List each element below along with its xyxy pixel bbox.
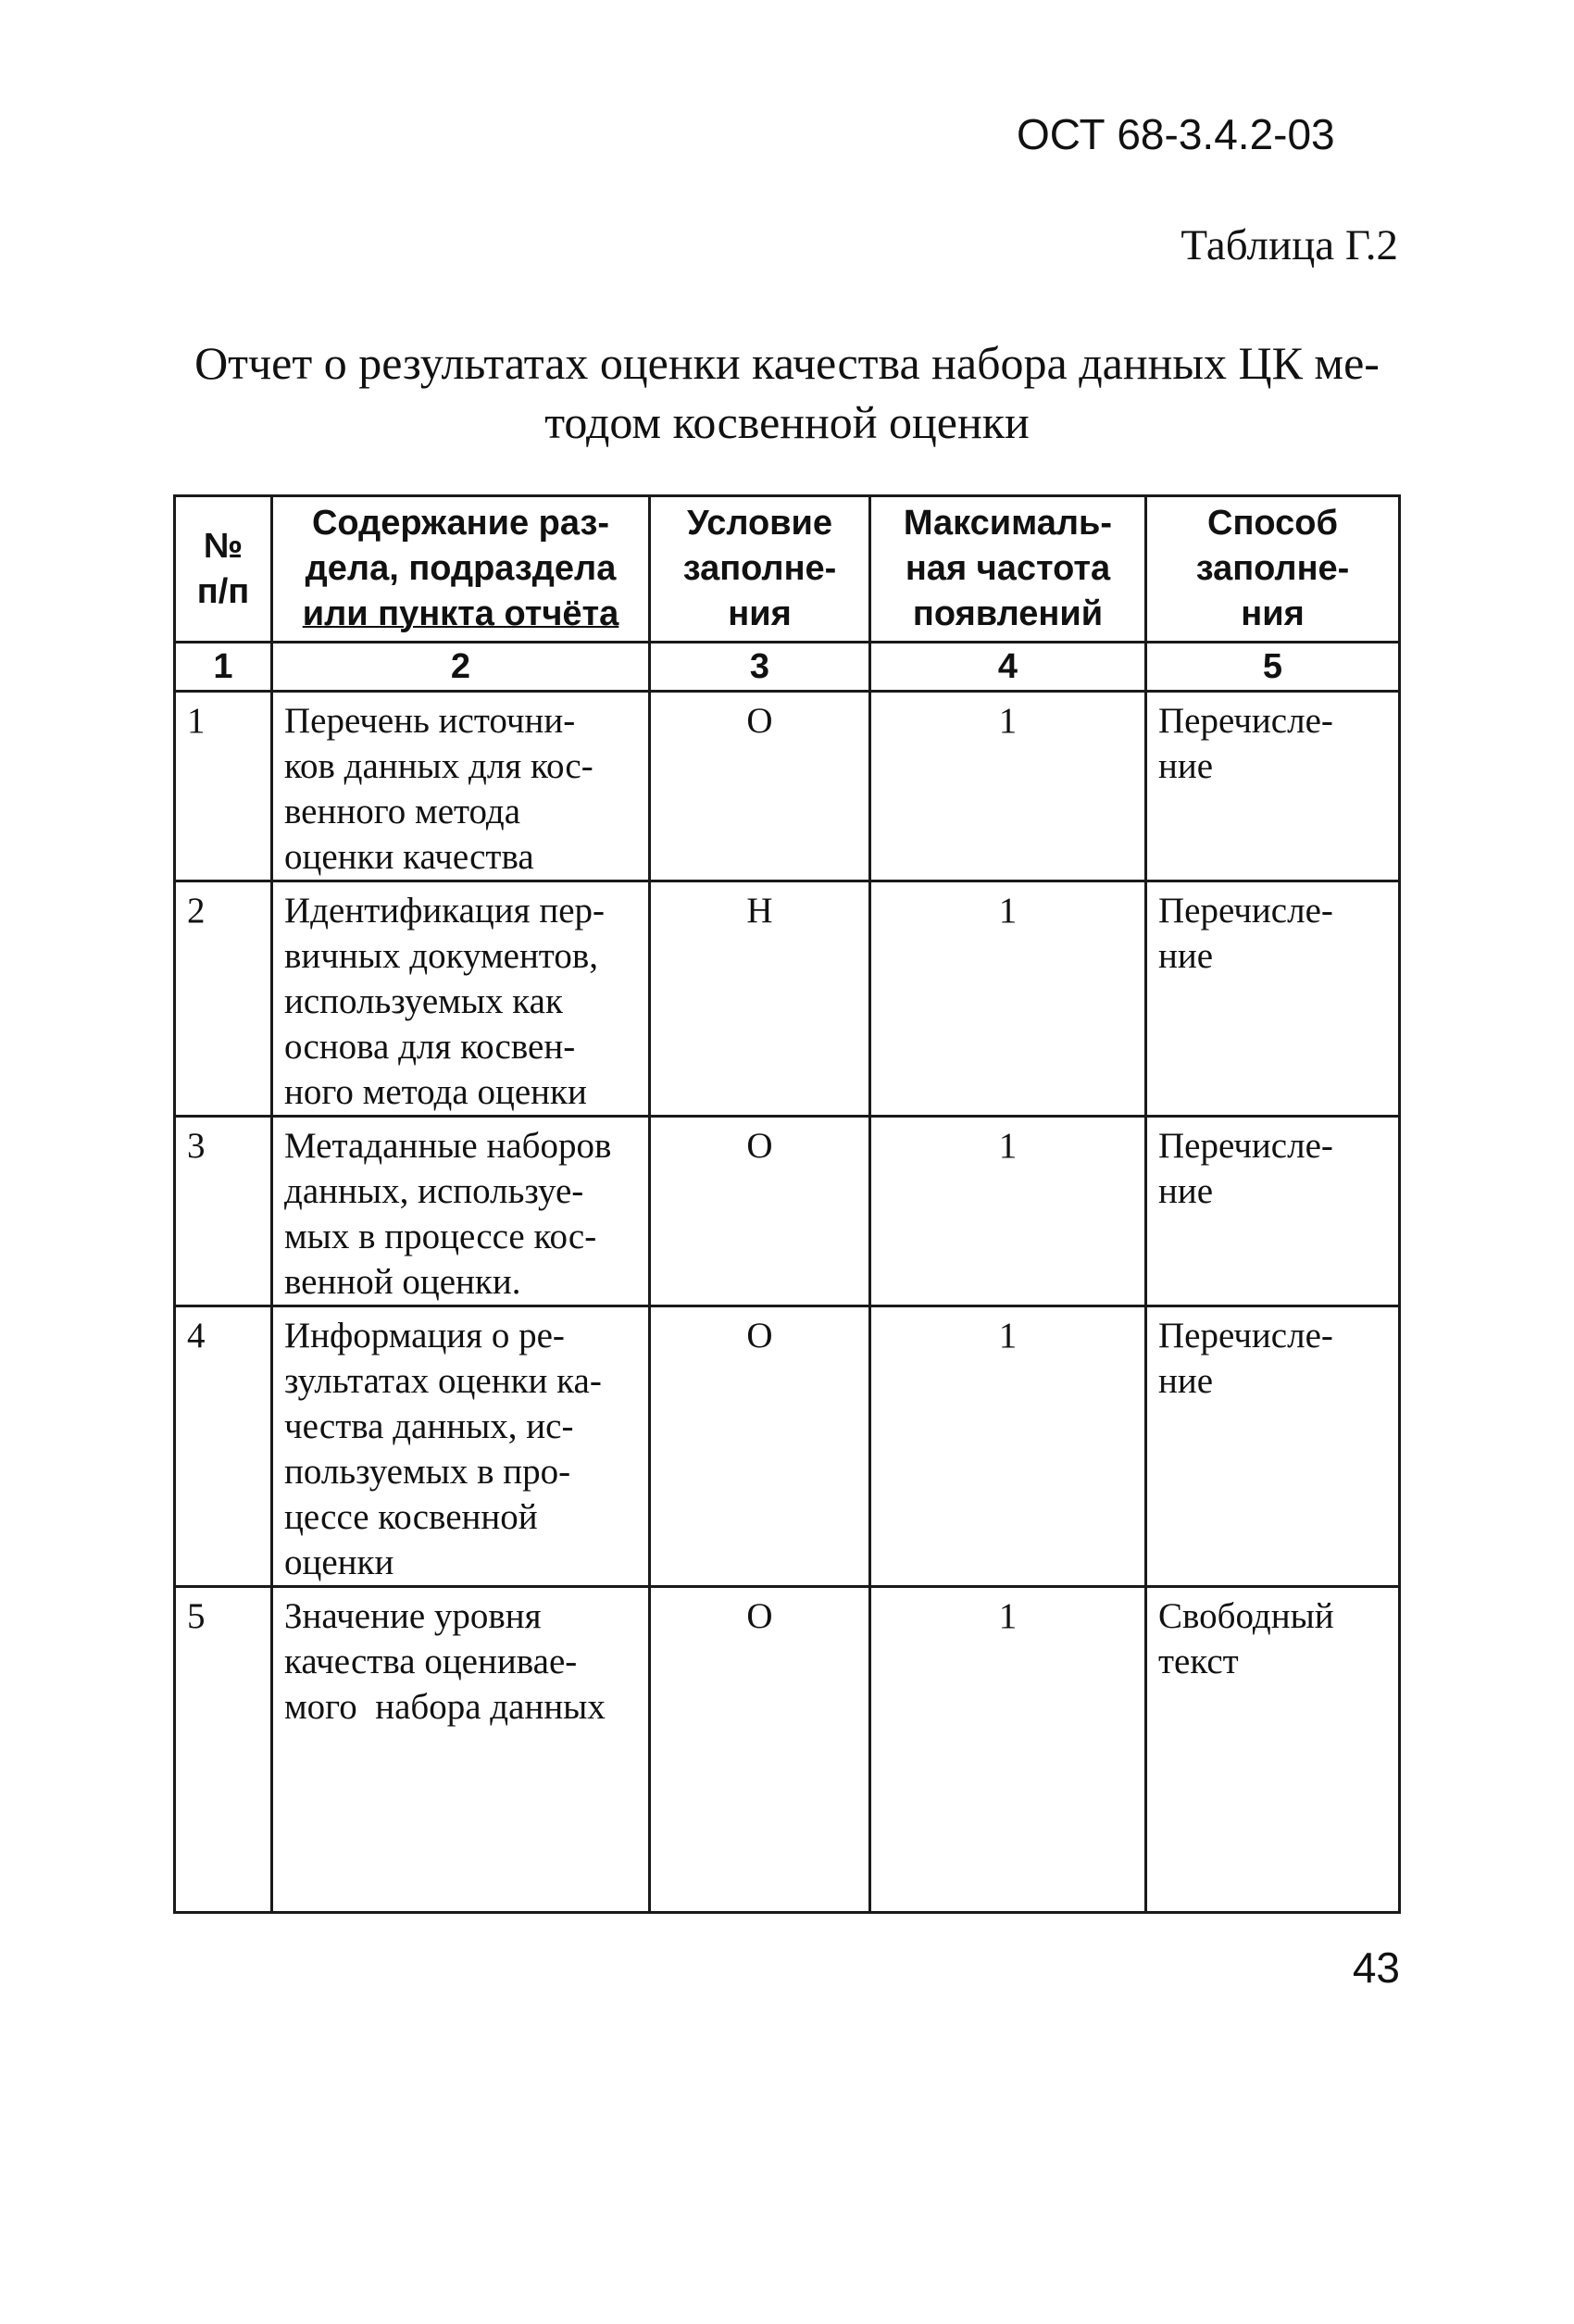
row-content <box>272 881 650 1117</box>
row-max-frequency: 1 <box>870 692 1146 881</box>
row-max-frequency: 1 <box>870 881 1146 1117</box>
cell-line: зультатах оценки ка- <box>284 1361 602 1401</box>
cell-line: Значение уровня <box>284 1596 542 1636</box>
row-condition: О <box>650 692 870 881</box>
header-line: ния <box>1241 594 1305 633</box>
row-condition: О <box>650 1306 870 1587</box>
header-line: или пункта отчёта <box>302 594 619 633</box>
column-number: 1 <box>175 643 272 692</box>
header-line: появлений <box>912 594 1104 633</box>
cell-line: Перечень источни- <box>284 701 576 741</box>
cell-line: Перечисле- <box>1158 891 1333 931</box>
table-label: Таблица Г.2 <box>1180 221 1398 269</box>
cell-line: ние <box>1158 746 1214 786</box>
cell-line: данных, используе- <box>284 1171 584 1211</box>
report-table <box>173 494 1401 1914</box>
row-number: 1 <box>175 692 272 881</box>
row-number: 4 <box>175 1306 272 1587</box>
header-line: Содержание раз- <box>311 504 609 543</box>
row-fill-method <box>1146 881 1400 1117</box>
row-max-frequency: 1 <box>870 1587 1146 1913</box>
header-number <box>175 496 272 643</box>
row-content <box>272 1117 650 1306</box>
header-line: п/п <box>196 571 250 611</box>
header-line: дела, подраздела <box>305 549 617 588</box>
row-number: 3 <box>175 1117 272 1306</box>
document-code: ОСТ 68-3.4.2-03 <box>1017 110 1335 158</box>
table-title-line: тодом косвенной оценки <box>544 396 1030 448</box>
header-line: Способ <box>1207 504 1338 543</box>
column-number-row <box>175 643 1400 692</box>
row-fill-method <box>1146 1587 1400 1913</box>
cell-line: мых в процессе кос- <box>284 1217 597 1256</box>
cell-line: текст <box>1158 1642 1239 1681</box>
row-number: 5 <box>175 1587 272 1913</box>
table-row <box>175 881 1400 1117</box>
header-line: Максималь- <box>903 504 1113 543</box>
cell-line: основа для косвен- <box>284 1027 576 1067</box>
column-number: 2 <box>272 643 650 692</box>
cell-line: Перечисле- <box>1158 1126 1333 1166</box>
row-content <box>272 1306 650 1587</box>
cell-line: Перечисле- <box>1158 1316 1333 1356</box>
table-row <box>175 1587 1400 1913</box>
cell-line: цессе косвенной <box>284 1497 538 1537</box>
row-condition: Н <box>650 881 870 1117</box>
cell-line: ние <box>1158 936 1214 976</box>
cell-line: оценки <box>284 1543 394 1582</box>
row-max-frequency: 1 <box>870 1306 1146 1587</box>
row-condition: О <box>650 1117 870 1306</box>
table-title-line: Отчет о результатах оценки качества набора данных ЦК ме- <box>194 337 1380 389</box>
table-row <box>175 1117 1400 1306</box>
column-number: 3 <box>650 643 870 692</box>
table-title <box>139 333 1435 452</box>
header-line: Условие <box>686 504 833 543</box>
header-fill-method <box>1146 496 1400 643</box>
cell-line: Свободный <box>1158 1596 1334 1636</box>
cell-line: пользуемых в про- <box>284 1452 571 1492</box>
cell-line: ние <box>1158 1171 1214 1211</box>
column-number: 4 <box>870 643 1146 692</box>
column-number: 5 <box>1146 643 1400 692</box>
cell-line: мого набора данных <box>284 1687 606 1727</box>
row-fill-method <box>1146 692 1400 881</box>
header-line: ная частота <box>905 549 1111 588</box>
cell-line: Метаданные наборов <box>284 1126 612 1166</box>
cell-line: венного метода <box>284 792 521 831</box>
cell-line: чества данных, ис- <box>284 1406 574 1446</box>
cell-line: ков данных для кос- <box>284 746 593 786</box>
cell-line: Идентификация пер- <box>284 891 606 931</box>
header-max-frequency <box>870 496 1146 643</box>
cell-line: вичных документов, <box>284 936 599 976</box>
row-fill-method <box>1146 1306 1400 1587</box>
header-content <box>272 496 650 643</box>
cell-line: венной оценки. <box>284 1262 521 1302</box>
table-row <box>175 1306 1400 1587</box>
cell-line: ние <box>1158 1361 1214 1401</box>
row-content <box>272 692 650 881</box>
row-number: 2 <box>175 881 272 1117</box>
cell-line: ного метода оценки <box>284 1072 587 1112</box>
header-line: заполне- <box>682 549 837 588</box>
header-line: № <box>203 526 244 566</box>
row-content <box>272 1587 650 1913</box>
header-line: заполне- <box>1195 549 1350 588</box>
header-condition <box>650 496 870 643</box>
row-condition: О <box>650 1587 870 1913</box>
cell-line: оценки качества <box>284 837 534 877</box>
cell-line: качества оценивае- <box>284 1642 578 1681</box>
header-line: ния <box>728 594 792 633</box>
cell-line: Информация о ре- <box>284 1316 565 1356</box>
cell-line: используемых как <box>284 981 563 1021</box>
table-row <box>175 692 1400 881</box>
cell-line: Перечисле- <box>1158 701 1333 741</box>
row-max-frequency: 1 <box>870 1117 1146 1306</box>
page-number: 43 <box>1352 1943 1400 1992</box>
row-fill-method <box>1146 1117 1400 1306</box>
